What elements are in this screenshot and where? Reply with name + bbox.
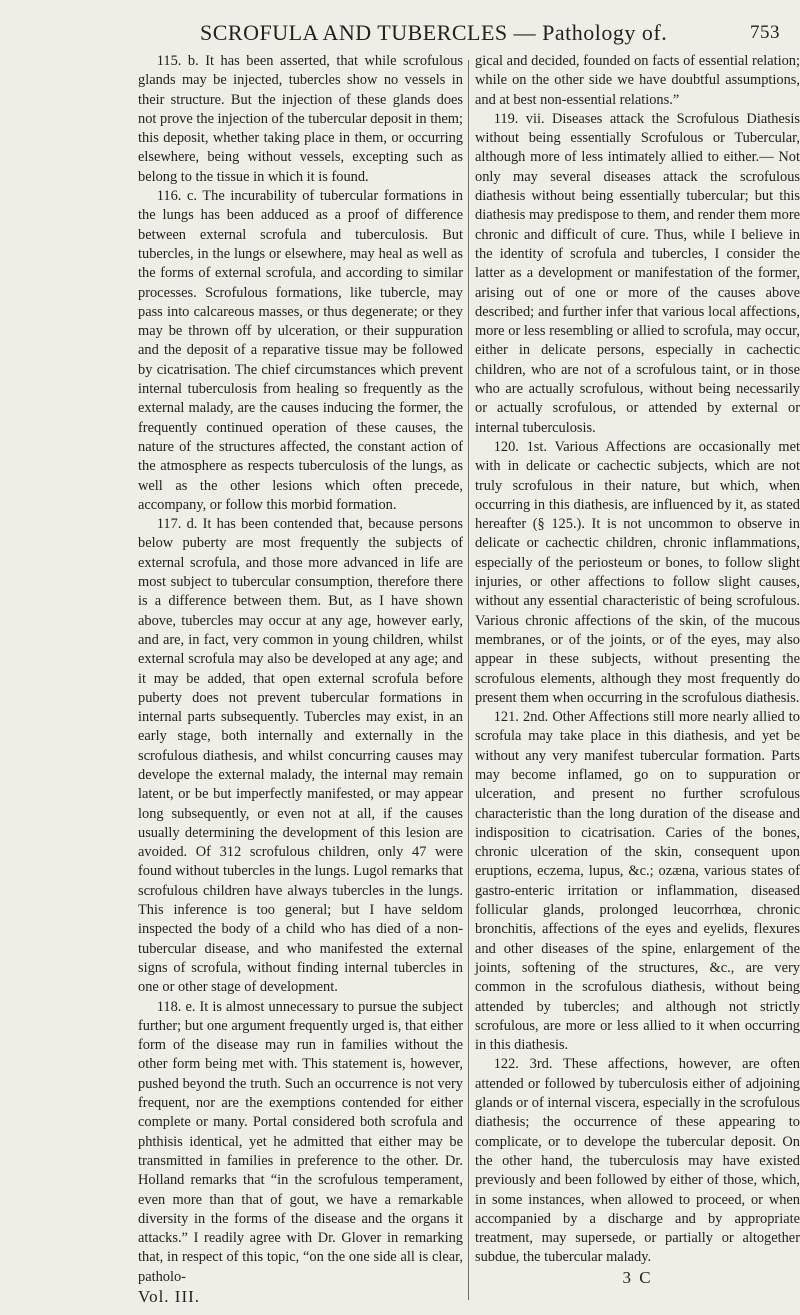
- paragraph-122: 122. 3rd. These affections, however, are often attended or followed by tuberculosis either of adjoining glands or of internal viscera, especially in the scrofulous diathesis; the occurrence of these appearing to complicate, or to develope the tubercular deposit. On the other hand, the tuberculosis may have existed previously and been followed by either of those, which, in some instances, when allowed to proceed, or when accompanied by a discharge and by appropriate treatment, may supersede, or partially or altogether subdue, the tubercular malady.: [475, 1056, 800, 1266]
- page-number: 753: [750, 22, 780, 43]
- paragraph-116: 116. c. The incurability of tubercular formations in the lungs has been adduced as a proof of difference between external scrofula and tuberculosis. But tubercles, in the lungs or elsewhere, may heal as well as the forms of external scrofula, and according to similar processes. Scrofulous formations, like tubercle, may pass into calcareous masses, or thus degenerate; or they may be thrown off by ulceration, or their suppuration and the deposit of a reparative tissue may be followed by cicatrisation. The chief circumstances which prevent internal tuberculosis from healing so frequently as the external malady, are the causes inducing the former, the frequently continued operation of these causes, the nature of the structures affected, the constant action of the atmosphere as respects tuberculosis of the lungs, as well as the other lesions which often precede, accompany, or follow this morbid formation.: [138, 188, 463, 513]
- paragraph-115: 115. b. It has been asserted, that while scrofulous glands may be injected, tubercles show no vessels in their structure. But the injection of these glands does not prove the injection of the tubercular deposit in them; this deposit, whether taking place in them, or occurring elsewhere, being without vessels, excepting such as belong to the tissue in which it is found.: [138, 53, 463, 185]
- running-head-title: SCROFULA AND TUBERCLES — Pathology of.: [200, 20, 668, 45]
- paragraph-120: 120. 1st. Various Affections are occasionally met with in delicate or cachectic subjects, which are not truly scrofulous in their nature, but which, when occurring in this diathesis, are influenced by it, as stated hereafter (§ 125.). It is not uncommon to observe in delicate or cachectic children, chronic inflammations, especially of the periosteum or bones, to follow slight injuries, or other affections to follow slight causes, without any essential characteristic of being scrofulous. Various chronic affections of the skin, of the mucous membranes, or of the joints, or of the eyes, may also appear in these subjects, without presenting the scrofulous elements, although they most frequently do present them when occurring in the scrofulous diathesis.: [475, 438, 800, 706]
- paragraph-118: 118. e. It is almost unnecessary to pursue the subject further; but one argument frequently urged is, that either form of the disease may run in families without the other form being met with. This statement is, however, pushed beyond the truth. Such an occurrence is not very frequent, nor are the exemptions contended for either complete or many. Portal considered both scrofula and phthisis identical, yet he admitted that either may be transmitted in families in preference to the other. Dr. Holland remarks that “in the scrofulous temperament, even more than that of gout, we have a remarkable diversity in the forms of the disease and the organs it attacks.” I readily agree with Dr. Glover in remarking that, in respect of this topic, “on the one side all is clear, patholo-: [138, 998, 463, 1285]
- left-column: [138, 52, 463, 1306]
- paragraph-117: 117. d. It has been contended that, because persons below puberty are most frequently the subjects of external scrofula, and those more advanced in life are most subject to tubercular consumption, therefore there is a difference between them. But, as I have shown above, tubercles may occur at any age, however early, and are, in fact, very common in young children, whilst external scrofula may also be developed at any age; and it may be added, that open external scrofula before puberty does not prevent tubercular formations in internal parts subsequently. Tubercles may exist, in an early stage, both internally and externally in the scrofulous diathesis, and whilst concurring causes may develope the external malady, the internal may remain latent, or be but imperfectly manifested, or may appear long subsequently, or even not at all, if the causes usually determining the development of this lesion are avoided. Of 312 scrofulous children, only 47 were found without tubercles in the lungs. Lugol remarks that scrofulous children have always tubercles in the lungs. This inference is too general; but I have seldom inspected the body of a child who has died of a non-tubercular disease, and who manifested the external signs of scrofula, without finding internal tubercles in one or other stage of development.: [138, 516, 463, 996]
- paragraph-118-continued: gical and decided, founded on facts of essential relation; while on the other side we have doubtful assumptions, and at best non-essential relations.”: [475, 53, 800, 108]
- paragraph-119: 119. vii. Diseases attack the Scrofulous Diathesis without being essentially Scrofulous or Tubercular, although more of less intimately allied to either.— Not only may several diseases attack the scrofulous diathesis without being essentially tubercular; but this diathesis may predispose to them, and render them more chronic and difficult of cure. Thus, while I believe in the identity of scrofula and tubercles, I consider the latter as a development or manifestation of the former, arising out of one or more of the causes above described; and further infer that various local affections, more or less resembling or allied to scrofula, may occur, either in delicate persons, especially in cachectic children, who are not of a scrofulous taint, or in those who are actually scrofulous, without being necessarily or actually scrofulous, or attended by external or internal tuberculosis.: [475, 110, 800, 436]
- running-head: [160, 16, 780, 50]
- signature-mark: 3 C: [622, 1267, 653, 1287]
- volume-mark: Vol. III.: [138, 1287, 201, 1306]
- column-divider: [468, 60, 469, 1300]
- paragraph-121: 121. 2nd. Other Affections still more nearly allied to scrofula may take place in this diathesis, and yet be without any very manifest tubercular formation. Parts may become inflamed, go on to suppuration or ulceration, and present no further scrofulous characteristic than the long duration of the disease and indisposition to cicatrisation. Caries of the bones, chronic ulceration of the skin, consequent upon eruptions, eczema, lupus, &c.; ozæna, various states of gastro-enteric irritation or inflammation, diseased follicular glands, prolonged leucorrhœa, chronic bronchitis, affections of the eyes and eyelids, flexures and other diseases of the spine, enlargement of the joints, softening of the structures, &c., are very common in the scrofulous diathesis, without being attended by tubercles; and although not strictly scrofulous, are more or less allied to it when occurring in this diathesis.: [475, 709, 800, 1054]
- right-column: [475, 52, 800, 1287]
